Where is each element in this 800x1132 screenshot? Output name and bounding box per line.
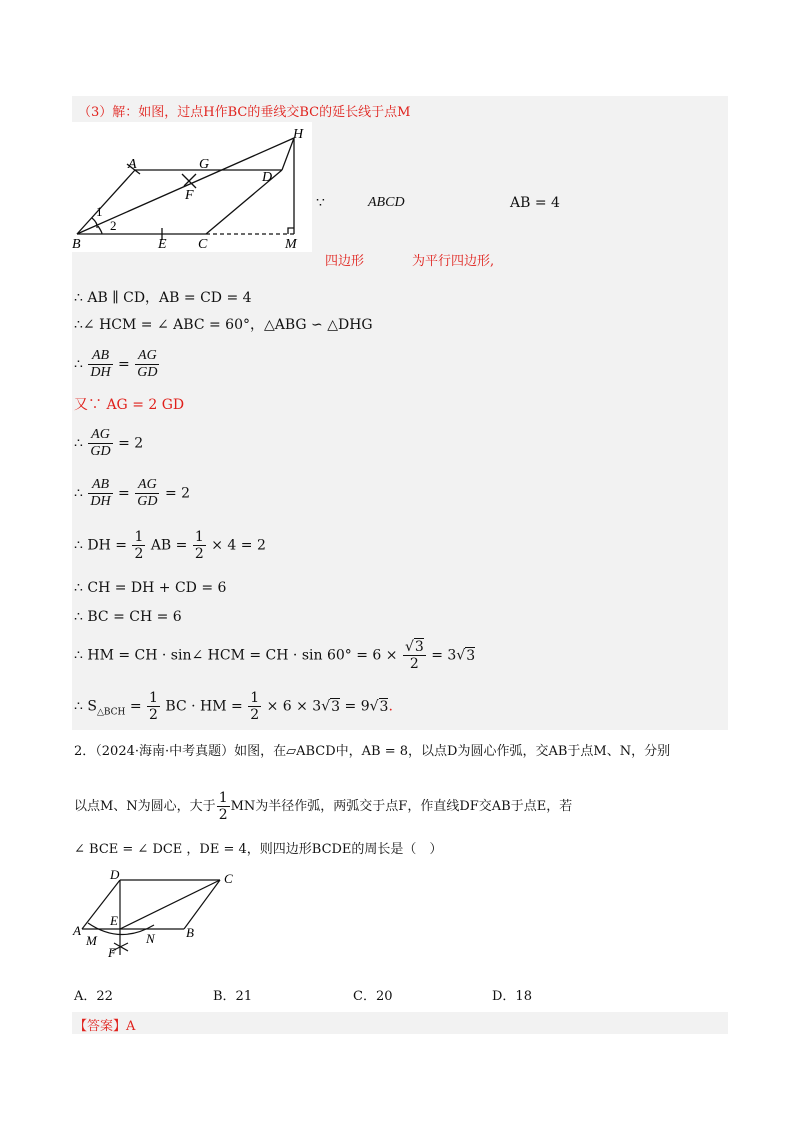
abcd-text: ABCD	[368, 195, 405, 210]
step-5: ∴ $\frac{AG}{GD}$ = 2	[74, 427, 144, 459]
problem-2-line-1: 2．（2024·海南·中考真题）如图，在▱ABCD中，AB = 8，以点D为圆心作弧，交AB于点M、N，分别	[74, 744, 671, 759]
label-f: F	[185, 188, 194, 203]
label-e: E	[158, 237, 167, 252]
step-4: 又∵ AG = 2 GD	[74, 397, 185, 413]
parallelogram-figure-2	[72, 865, 242, 965]
ab-eq-text: AB = 4	[510, 195, 560, 211]
step-6: ∴ $\frac{AB}{DH}$ = $\frac{AG}{GD}$ = 2	[74, 477, 191, 509]
step-8: ∴ CH = DH + CD = 6	[74, 580, 227, 596]
step-2: ∴∠ HCM = ∠ ABC = 60°，△ABG ∽ △DHG	[74, 317, 373, 333]
step-1: ∴ AB ∥ CD，AB = CD = 4	[74, 290, 252, 306]
fig2-label-f: F	[108, 945, 116, 960]
fig2-label-d: D	[110, 867, 120, 882]
label-g: G	[199, 157, 210, 172]
label-angle-2: 2	[110, 218, 117, 233]
fig2-label-e: E	[110, 913, 118, 928]
step-11: ∴ $S_{\triangle BCH}$ = $\frac{1}{2}$ BC · HM = $\frac{1}{2}$ × 6 × 3√3 = 9√3.	[74, 690, 393, 723]
label-c: C	[198, 237, 208, 252]
option-b[interactable]: B．21	[213, 989, 253, 1004]
option-c[interactable]: C．20	[353, 989, 393, 1004]
label-b: B	[72, 237, 81, 252]
fig2-label-n: N	[146, 931, 155, 946]
label-angle-1: 1	[96, 204, 103, 219]
label-m: M	[285, 237, 297, 252]
option-a[interactable]: A．22	[74, 989, 113, 1004]
quad-text: 四边形	[325, 254, 365, 269]
label-h: H	[293, 127, 304, 142]
step-10: ∴ HM = CH · sin∠ HCM = CH · sin 60° = 6 × $\frac{√3}{2}$ = 3√3	[74, 639, 476, 672]
step-9: ∴ BC = CH = 6	[74, 609, 182, 625]
label-d: D	[262, 170, 273, 185]
answer-label: 【答案】A	[74, 1019, 136, 1034]
parallelogram-figure-1	[72, 122, 312, 252]
is-para-text: 为平行四边形,	[412, 254, 495, 269]
fig2-label-a: A	[73, 923, 81, 938]
because-symbol: ∵	[316, 195, 325, 211]
fig2-label-m: M	[86, 933, 97, 948]
answer-panel	[72, 1012, 728, 1034]
fig2-label-c: C	[224, 871, 233, 886]
solution-header: （3）解：如图，过点H作BC的垂线交BC的延长线于点M	[78, 105, 411, 120]
problem-2-line-2: 以点M、N为圆心，大于 $\frac{1}{2}$ MN为半径作弧，两弧交于点F，作直线DF交AB于点E，若	[74, 790, 573, 823]
step-7: ∴ DH = $\frac{1}{2}$ AB = $\frac{1}{2}$ × 4 = 2	[74, 529, 266, 562]
fig2-label-b: B	[186, 925, 194, 940]
option-d[interactable]: D．18	[492, 989, 532, 1004]
step-3: ∴ $\frac{AB}{DH}$ = $\frac{AG}{GD}$	[74, 348, 158, 380]
problem-2-line-3: ∠ BCE = ∠ DCE ，DE = 4，则四边形BCDE的周长是（ ）	[74, 842, 443, 857]
label-a: A	[128, 157, 137, 172]
